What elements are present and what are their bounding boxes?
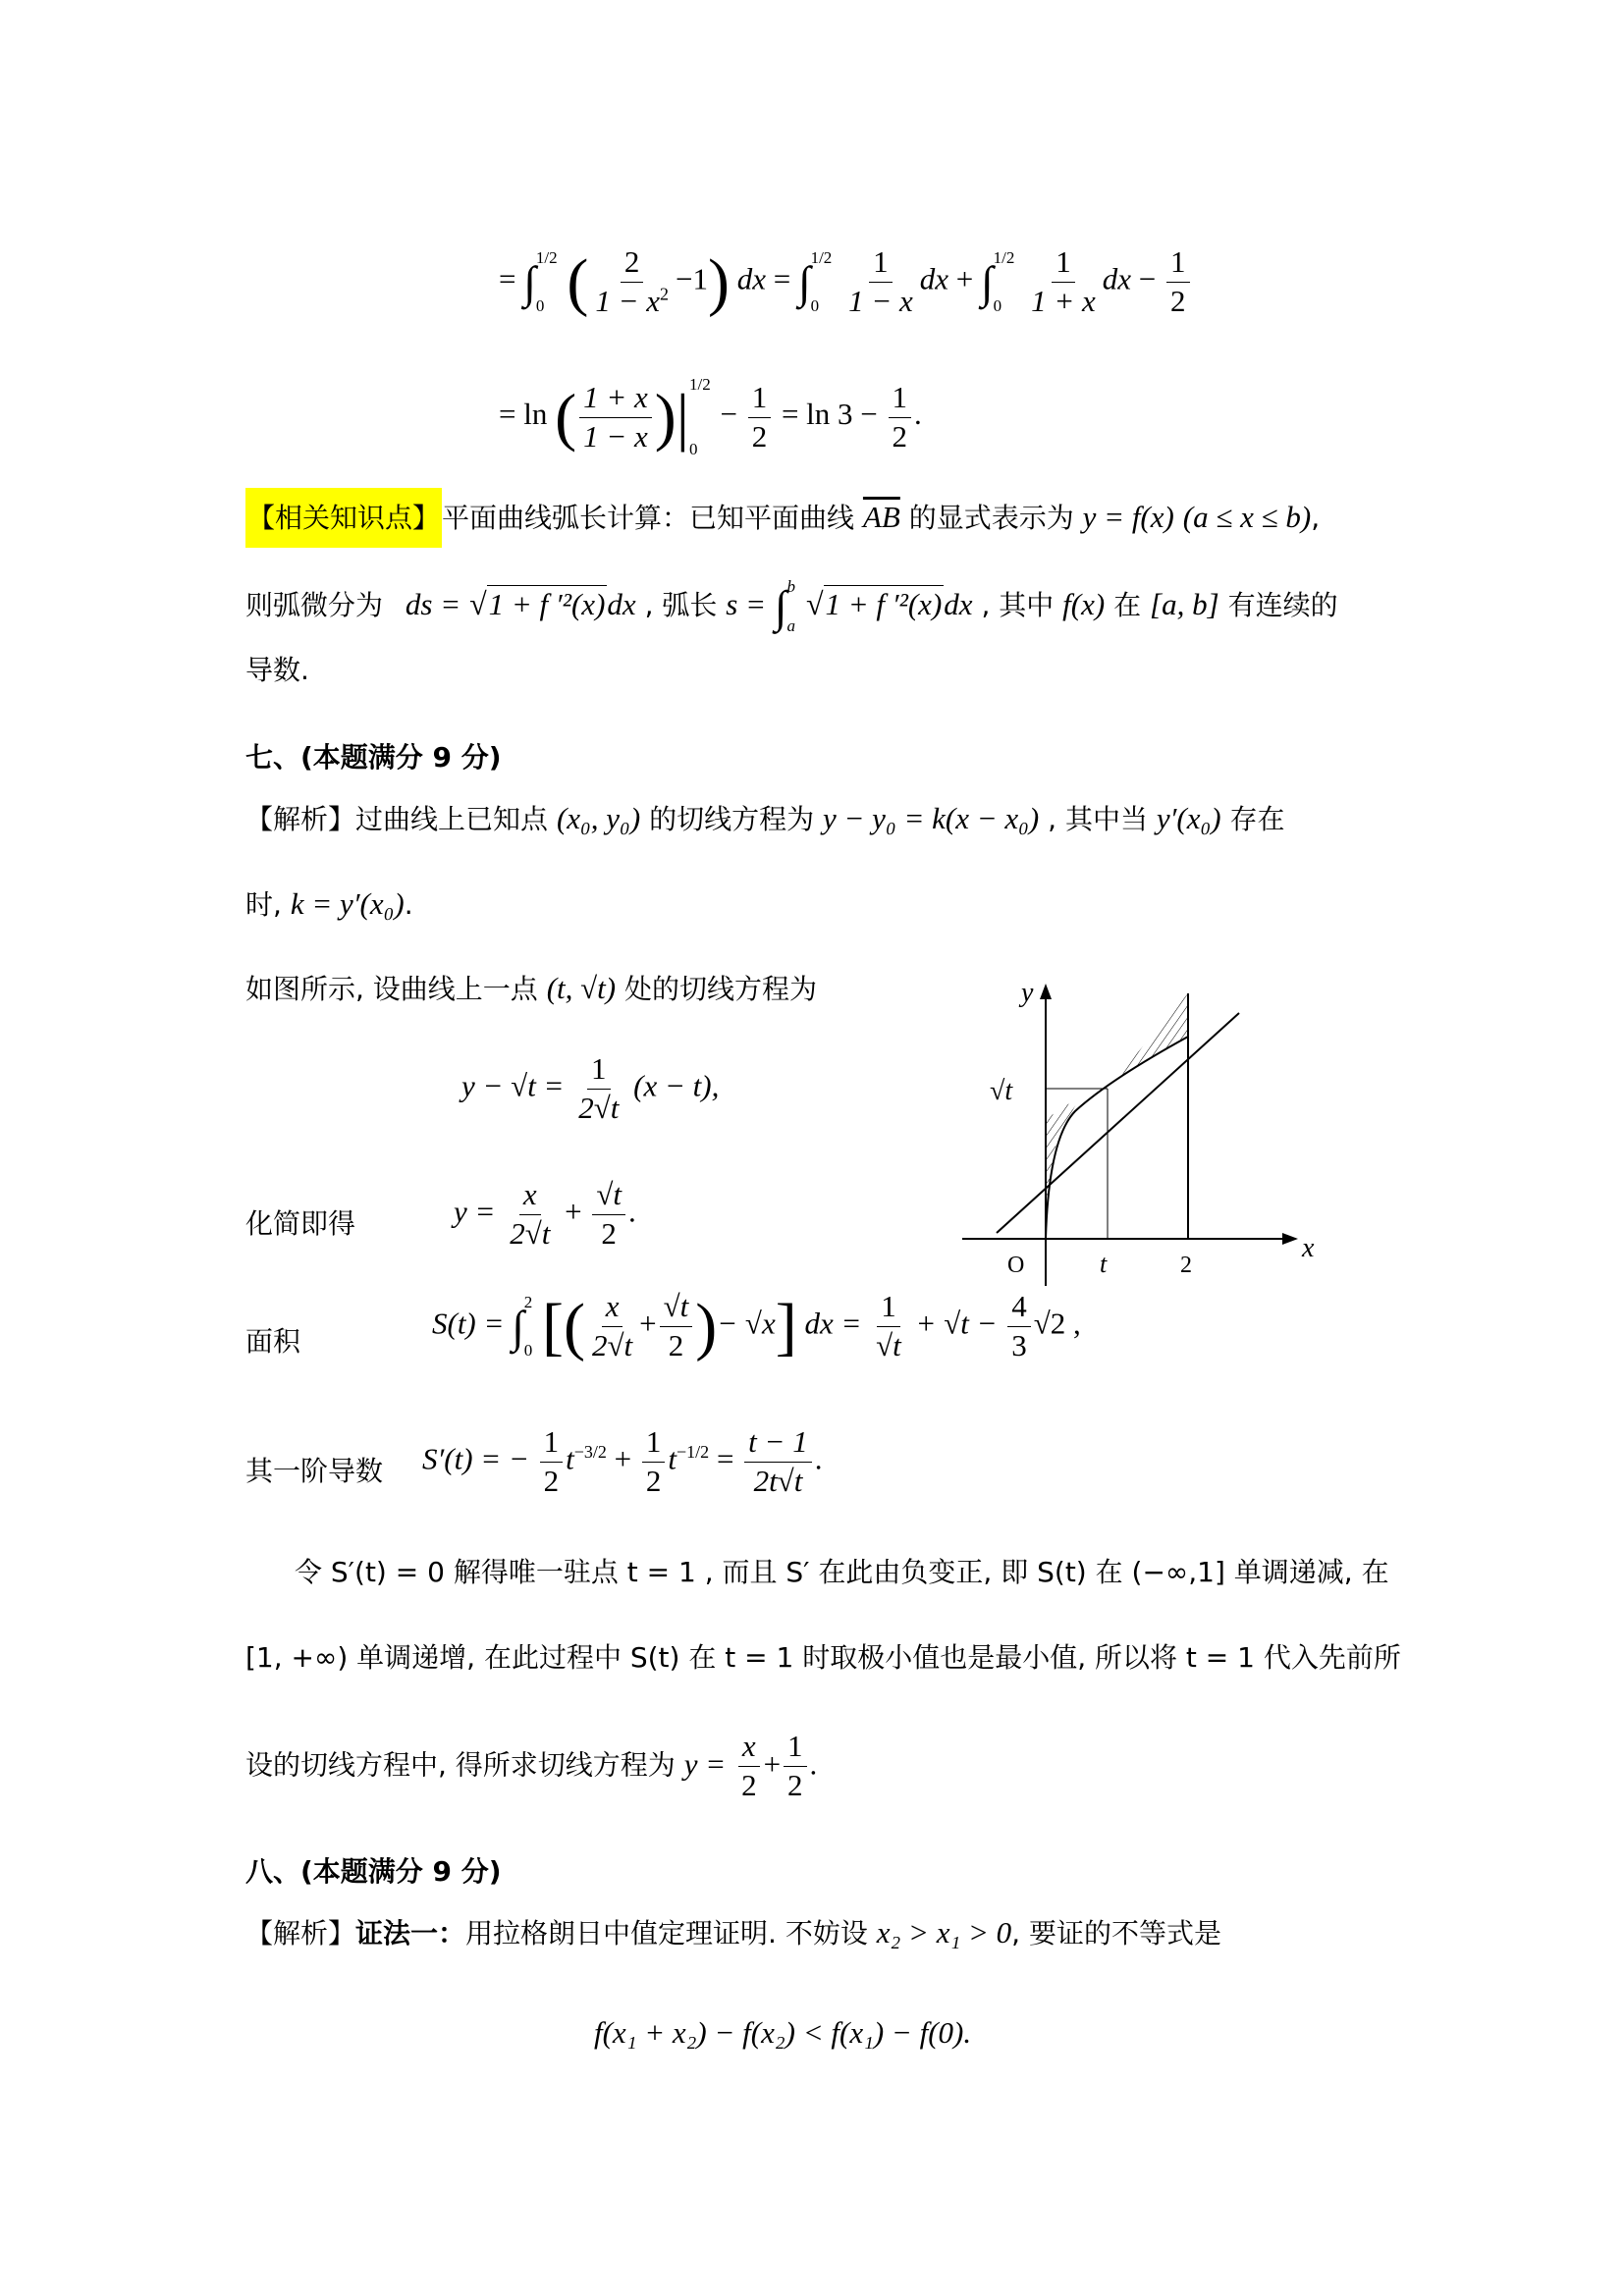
q8-heading: 八、(本题满分 9 分) [245, 1855, 502, 1888]
equation-line-2: = ln ( $\frac{1 + x}{1 - x}$ )| 1/2 0 − $\frac{1}{2}$ = ln 3 − $\frac{1}{2}$ . [499, 375, 922, 458]
hatched-region-right [1114, 993, 1188, 1080]
equation-line-1: = ∫ 1/2 0 ( $\frac{2}{1 - x^2}$ −1) dx = ∫ 1/2 0 $\frac{1}{1 - x}$ dx + ∫ 1/2 0 $\frac{1}{1 + x}$ dx − $\frac{1}{2}$ [499, 243, 1193, 321]
tangent-figure [943, 972, 1326, 1296]
two-tick-label: 2 [1180, 1253, 1192, 1278]
q7-heading: 七、(本题满分 9 分) [245, 741, 502, 774]
tangent-line [997, 1013, 1239, 1233]
q7-para-3: 设的切线方程中, 得所求切线方程为 y = $\frac{x}{2}$ + $\frac{1}{2}$ . [245, 1729, 818, 1802]
knowledge-line-3: 导数. [245, 654, 309, 686]
q8-inequality: f(x₁ + x₂) − f(x₂) < f(x₁) − f(0). [594, 2015, 972, 2050]
derivative-equation: S′(t) = − $\frac{1}{2}$ $t^{-3/2}$ + $\frac{1}{2}$ $t^{-1/2}$ = $\frac{t - 1}{2t√t}$ . [422, 1424, 823, 1498]
q7-line-1: 【解析】过曲线上已知点 (x₀, y₀) 的切线方程为 y − y₀ = k(x − x₀) , 其中当 y′(x₀) 存在 [245, 801, 1285, 835]
knowledge-line-1: 【相关知识点】平面曲线弧长计算：已知平面曲线 $\overline{AB}$ 的显式表示为 y = f(x) (a ≤ x ≤ b), [245, 499, 1320, 535]
area-equation: S(t) = ∫ 2 0 [( $\frac{x}{2√t}$ + $\frac{√t}{2}$ )− √x] dx = $\frac{1}{√t}$ + √t − $\frac{4}{3}$ √2 , [432, 1289, 1081, 1363]
hatched-region-left [1046, 1096, 1080, 1237]
q7-line-2: 时, k = y′(x₀). [245, 886, 413, 921]
knowledge-tag: 【相关知识点】 [245, 488, 442, 548]
origin-label: O [1007, 1253, 1025, 1278]
y-axis-arrow [1040, 984, 1052, 999]
t-tick-label: t [1100, 1250, 1108, 1278]
simplified-equation: y = $\frac{x}{2√t}$ + $\frac{√t}{2}$ . [454, 1177, 636, 1251]
area-label: 面积 [245, 1325, 301, 1358]
derivative-label: 其一阶导数 [245, 1455, 384, 1487]
x-axis-label: x [1302, 1233, 1315, 1263]
q8-line-1: 【解析】证法一：用拉格朗日中值定理证明. 不妨设 x₂ > x₁ > 0, 要证的不等式是 [245, 1915, 1221, 1949]
q7-para-2: [1, +∞) 单调递增, 在此过程中 S(t) 在 t = 1 时取极小值也是最小值, 所以将 t = 1 代入先前所 [245, 1641, 1401, 1674]
sqrt-curve [1046, 1037, 1188, 1239]
x-axis-arrow [1282, 1233, 1298, 1245]
sqrt-t-label: √t [990, 1076, 1013, 1106]
simplified-label: 化简即得 [245, 1207, 356, 1240]
q7-para-1: 令 S′(t) = 0 解得唯一驻点 t = 1 , 而且 S′ 在此由负变正, 即 S(t) 在 (−∞,1] 单调递减, 在 [295, 1556, 1389, 1588]
tangent-equation: y − √t = $\frac{1}{2√t}$ (x − t), [461, 1051, 720, 1125]
y-axis-label: y [1021, 978, 1034, 1008]
knowledge-line-2: 则弧微分为 ds = √1 + f ′²(x)dx , 弧长 s = ∫ b a √1 + f ′²(x)dx , 其中 f(x) 在 [a, b] 有连续的 [245, 577, 1338, 635]
q7-line-3: 如图所示, 设曲线上一点 (t, √t) 处的切线方程为 [245, 971, 818, 1005]
